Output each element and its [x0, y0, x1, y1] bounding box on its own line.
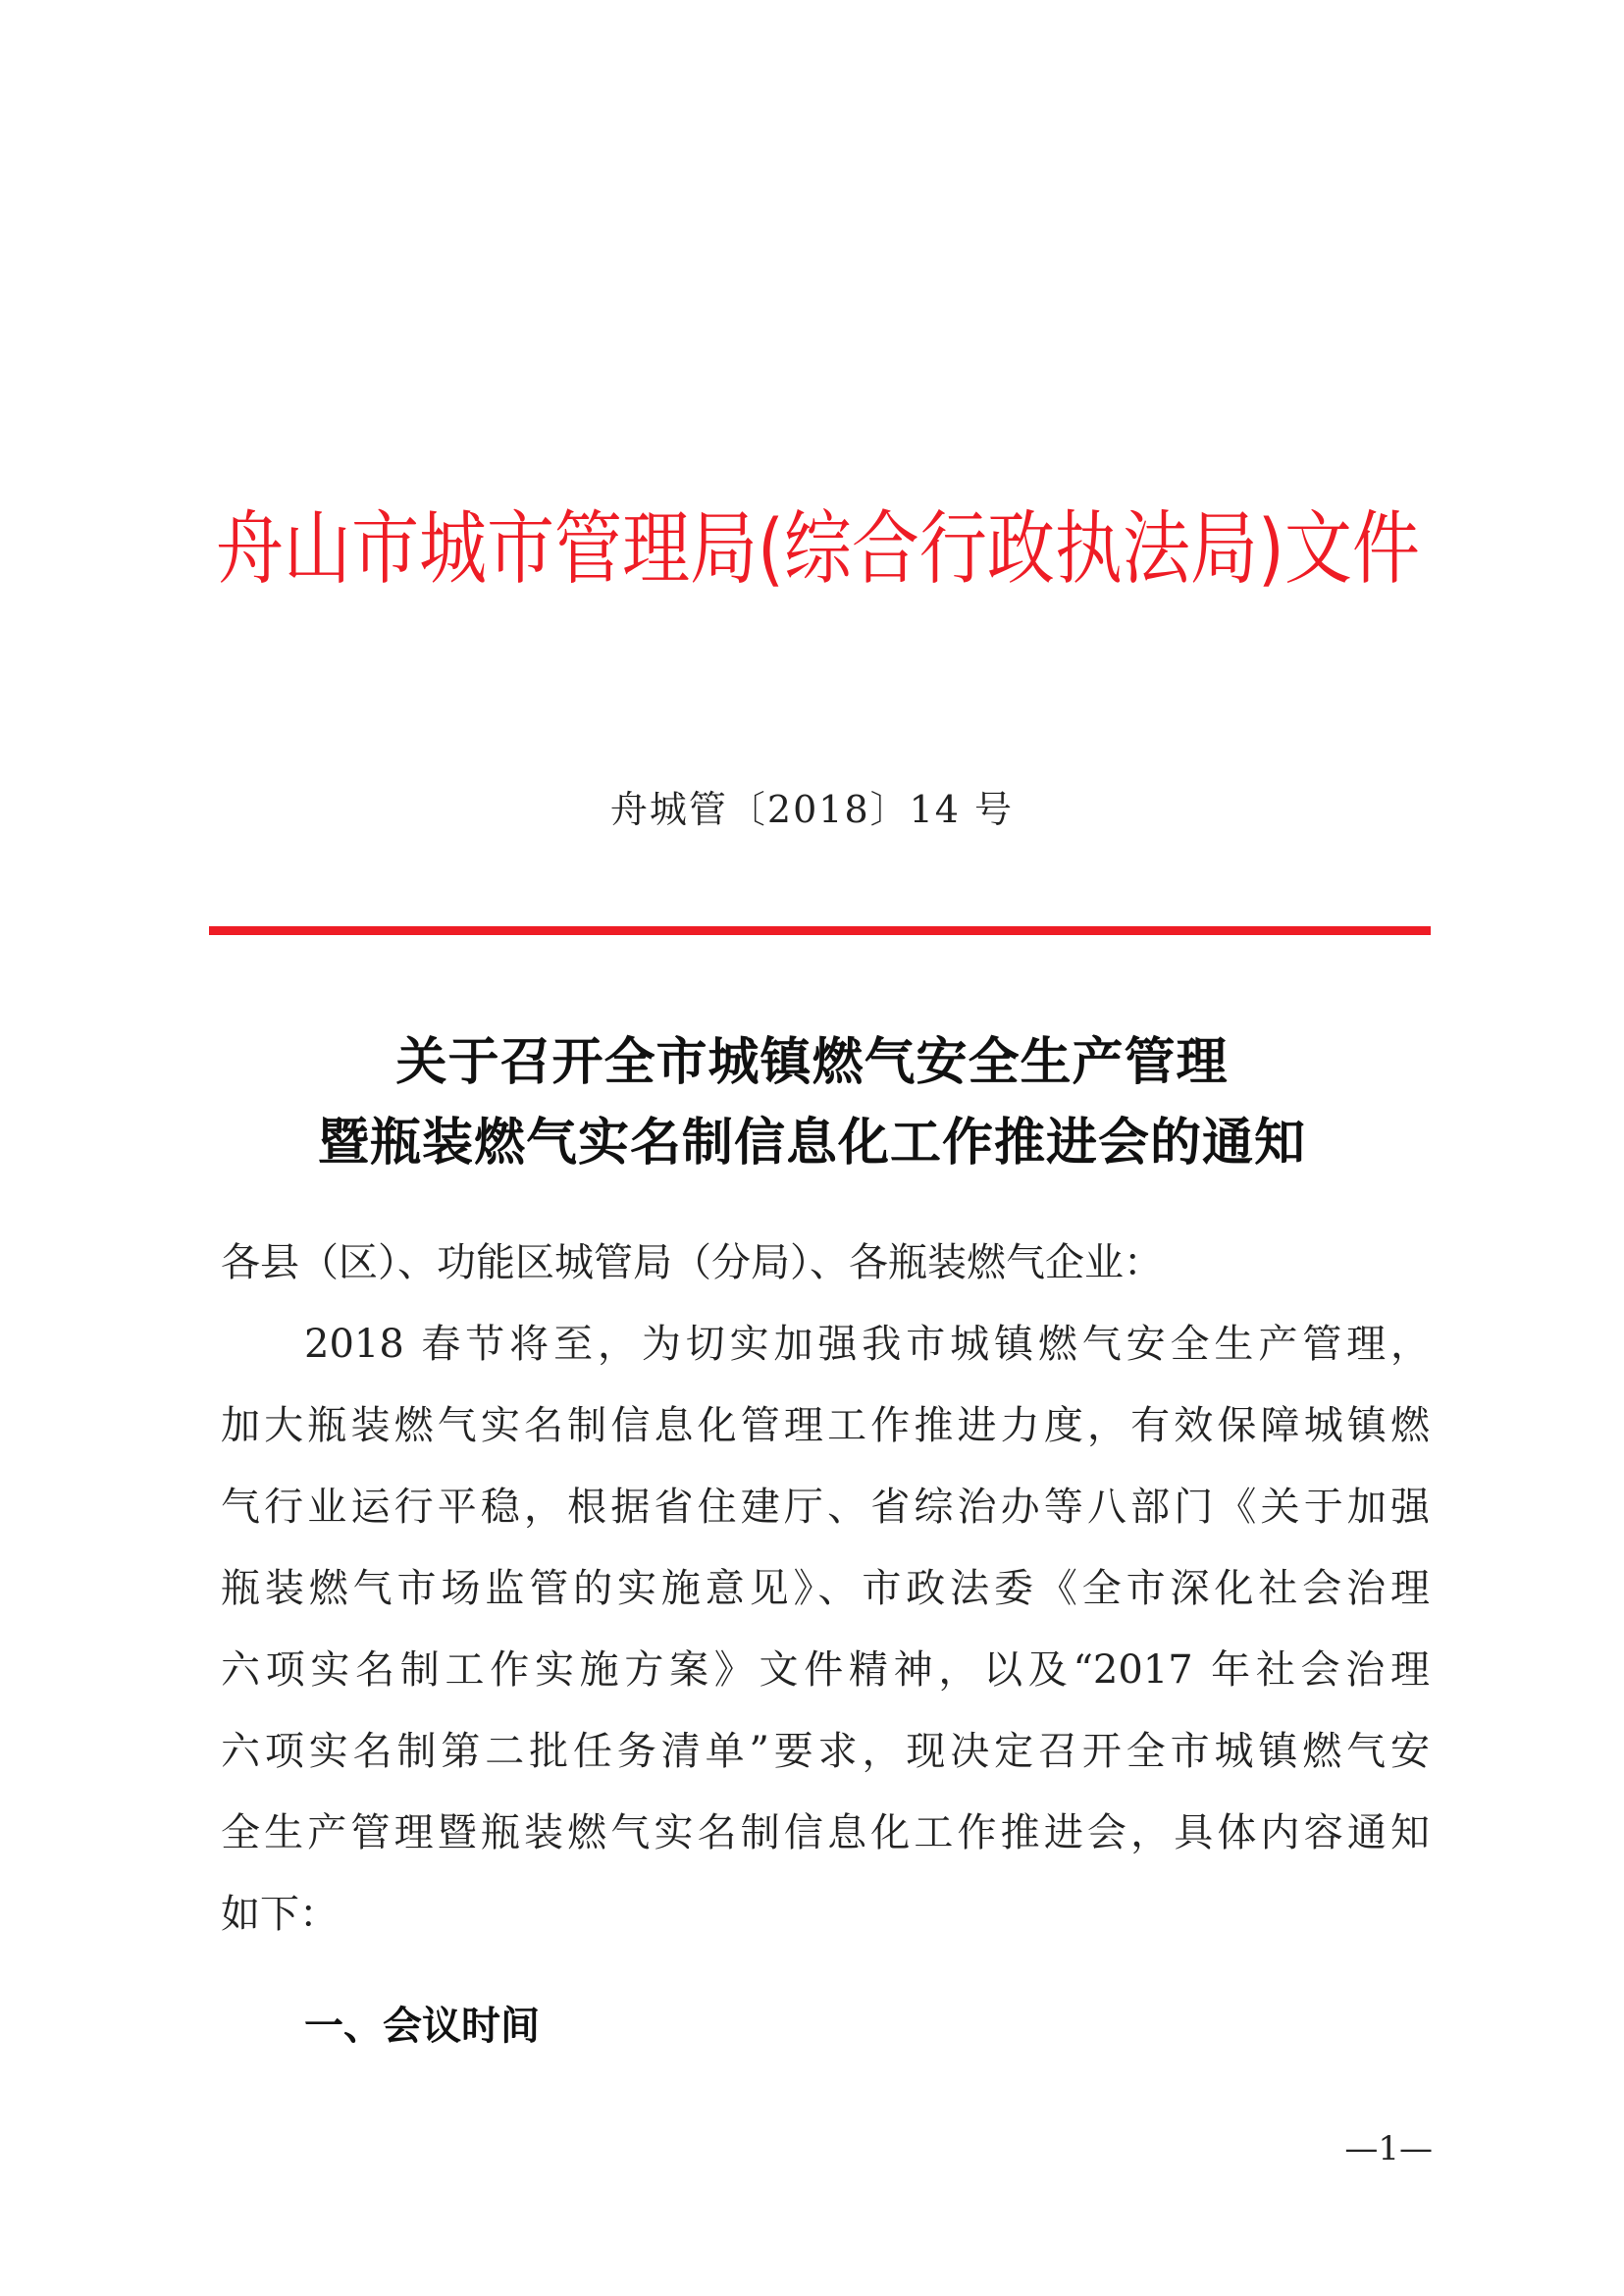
body-line-2: 加大瓶装燃气实名制信息化管理工作推进力度，有效保障城镇燃	[221, 1403, 1430, 1448]
body-line-1: 2018 春节将至，为切实加强我市城镇燃气安全生产管理，	[304, 1322, 1430, 1367]
document-header-title: 舟山市城市管理局(综合行政执法局)文件	[216, 502, 1420, 597]
notice-title-line-2: 暨瓶装燃气实名制信息化工作推进会的通知	[317, 1114, 1306, 1173]
body-line-6: 六项实名制第二批任务清单”要求，现决定召开全市城镇燃气安	[221, 1729, 1430, 1774]
salutation: 各县（区）、功能区城管局（分局）、各瓶装燃气企业：	[221, 1240, 1163, 1285]
body-line-7: 全生产管理暨瓶装燃气实名制信息化工作推进会，具体内容通知	[221, 1810, 1430, 1855]
page-number: —1—	[1344, 2129, 1433, 2168]
document-number: 舟城管〔2018〕14 号	[609, 788, 1015, 831]
body-line-5: 六项实名制工作实施方案》文件精神，以及“2017 年社会治理	[221, 1647, 1430, 1693]
notice-title-line-1: 关于召开全市城镇燃气安全生产管理	[395, 1033, 1229, 1092]
body-line-4: 瓶装燃气市场监管的实施意见》、市政法委《全市深化社会治理	[221, 1566, 1430, 1611]
body-line-3: 气行业运行平稳，根据省住建厅、省综治办等八部门《关于加强	[221, 1485, 1430, 1530]
section-heading-meeting-time: 一、会议时间	[304, 2004, 540, 2049]
body-line-8: 如下：	[221, 1892, 339, 1937]
red-divider-line	[209, 926, 1431, 935]
